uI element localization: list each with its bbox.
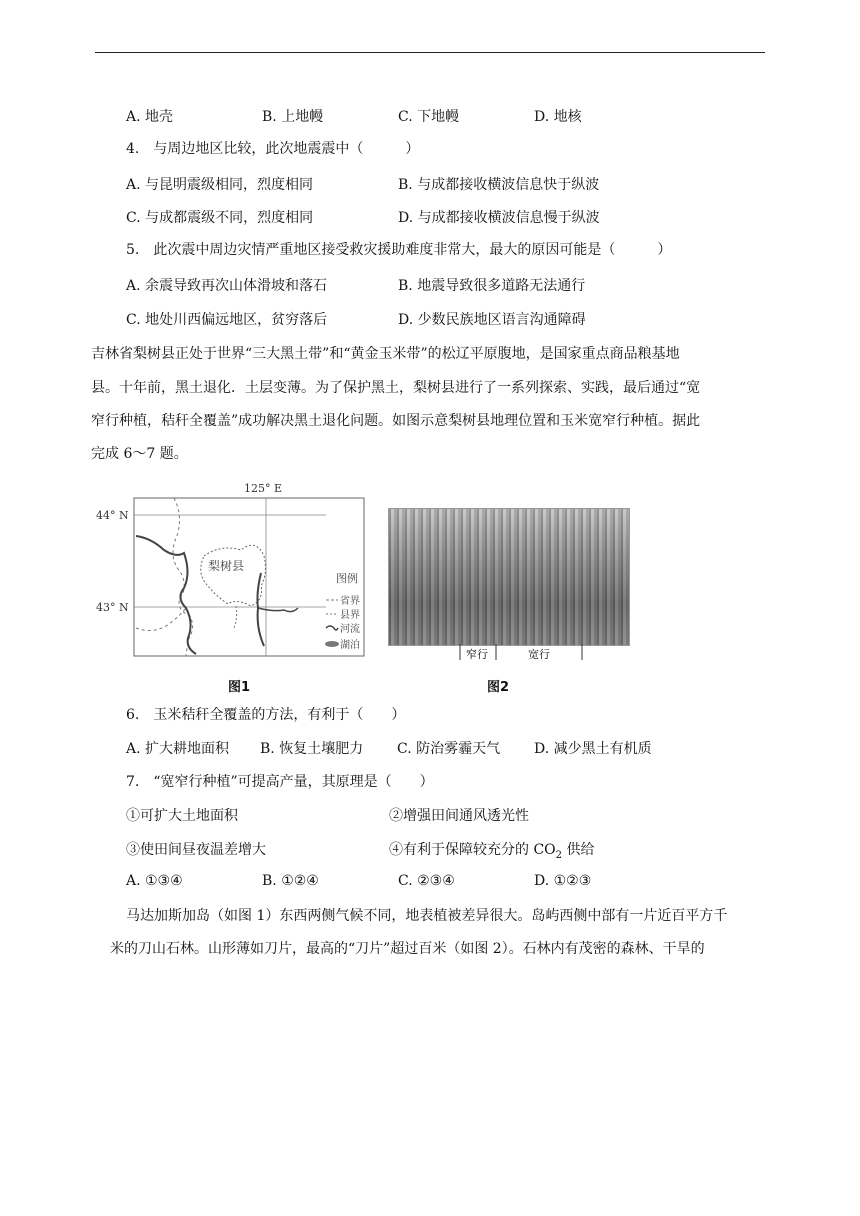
q7-item-4-suffix: 供给 — [562, 842, 595, 858]
legend-lake-label: 湖泊 — [340, 640, 360, 651]
q3-option-c: C. 下地幔 — [398, 109, 460, 125]
lat-44-label: 44° N — [96, 509, 129, 522]
q7-item-1: ①可扩大土地面积 — [126, 808, 238, 824]
passage2-line-2: 米的刀山石林。山形薄如刀片，最高的“刀片”超过百米（如图 2）。石林内有茂密的森林、干旱的 — [110, 941, 705, 957]
q3-option-d: D. 地核 — [534, 109, 582, 125]
q5-option-c: C. 地处川西偏远地区，贫穷落后 — [126, 312, 328, 328]
q3-option-a: A. 地壳 — [126, 109, 174, 125]
q6-option-b: B. 恢复土壤肥力 — [260, 741, 364, 757]
cornfield-photo — [388, 508, 630, 646]
map-svg — [96, 478, 366, 660]
map-frame — [134, 498, 364, 656]
narrow-row-label: 窄行 — [466, 648, 488, 661]
wide-row-label: 宽行 — [528, 648, 550, 661]
river-tributary — [258, 608, 298, 612]
q7-option-d: D. ①②③ — [534, 873, 592, 889]
q6-option-d: D. 减少黑土有机质 — [534, 741, 652, 757]
q3-option-b: B. 上地幔 — [262, 109, 324, 125]
lon-label: 125° E — [244, 482, 283, 495]
province-border-2 — [136, 608, 186, 631]
legend-county-label: 县界 — [340, 610, 360, 621]
legend-province-label: 省界 — [340, 596, 360, 607]
figure-1-map — [96, 478, 366, 660]
legend-river-label: 河流 — [340, 624, 360, 635]
legend-lake-swatch — [325, 641, 339, 647]
q5-stem: 5. 此次震中周边灾情严重地区接受救灾援助难度非常大，最大的原因可能是（ ） — [126, 242, 672, 258]
legend-title: 图例 — [336, 572, 358, 585]
river-main — [136, 536, 196, 654]
county-border — [201, 545, 266, 606]
passage1-line-2: 县。十年前，黑土退化．土层变薄。为了保护黑土，梨树县进行了一系列探索、实践，最后通过“宽 — [91, 380, 701, 396]
figure-2-caption: 图2 — [487, 680, 510, 695]
passage2-line-1: 马达加斯加岛（如图 1）东西两侧气候不同，地表植被差异很大。岛屿西侧中部有一片近百平方千 — [126, 908, 728, 924]
q7-item-4-sub: 2 — [555, 849, 563, 861]
figure-1-caption: 图1 — [228, 680, 251, 695]
header-rule — [95, 52, 765, 53]
passage1-line-4: 完成 6～7 题。 — [91, 446, 188, 462]
q7-item-2: ②增强田间通风透光性 — [389, 808, 529, 824]
q5-option-a: A. 余震导致再次山体滑坡和落石 — [126, 278, 328, 294]
q4-option-a: A. 与昆明震级相同，烈度相同 — [126, 177, 314, 193]
county-border-2 — [234, 606, 237, 628]
q6-stem: 6. 玉米秸秆全覆盖的方法，有利于（ ） — [126, 707, 406, 723]
q7-option-c: C. ②③④ — [398, 873, 455, 889]
q7-option-b: B. ①②④ — [262, 873, 319, 889]
q7-item-4 — [389, 839, 594, 861]
county-label: 梨树县 — [208, 559, 245, 573]
q4-option-d: D. 与成都接收横波信息慢于纵波 — [398, 210, 600, 226]
q7-item-3: ③使田间昼夜温差增大 — [126, 842, 266, 858]
passage1-line-3: 窄行种植，秸秆全覆盖”成功解决黑土退化问题。如图示意梨树县地理位置和玉米宽窄行种植。据此 — [91, 413, 701, 429]
q4-option-b: B. 与成都接收横波信息快于纵波 — [398, 177, 600, 193]
legend-river-swatch — [326, 626, 338, 630]
row-markers — [388, 644, 630, 662]
q7-option-a: A. ①③④ — [126, 873, 183, 889]
passage1-line-1: 吉林省梨树县正处于世界“三大黑土带”和“黄金玉米带”的松辽平原腹地，是国家重点商品粮基地 — [91, 346, 680, 362]
q4-option-c: C. 与成都震级不同，烈度相同 — [126, 210, 314, 226]
q5-option-d: D. 少数民族地区语言沟通障碍 — [398, 312, 586, 328]
lat-43-label: 43° N — [96, 601, 129, 614]
q4-stem: 4. 与周边地区比较，此次地震震中（ ） — [126, 141, 420, 157]
figure-2-photo — [388, 508, 630, 662]
q7-item-4-prefix: ④有利于保障较充分的 CO — [389, 842, 556, 858]
q5-option-b: B. 地震导致很多道路无法通行 — [398, 278, 586, 294]
q7-stem: 7. “宽窄行种植”可提高产量，其原理是（ ） — [126, 774, 434, 790]
q6-option-a: A. 扩大耕地面积 — [126, 741, 230, 757]
q6-option-c: C. 防治雾霾天气 — [397, 741, 501, 757]
